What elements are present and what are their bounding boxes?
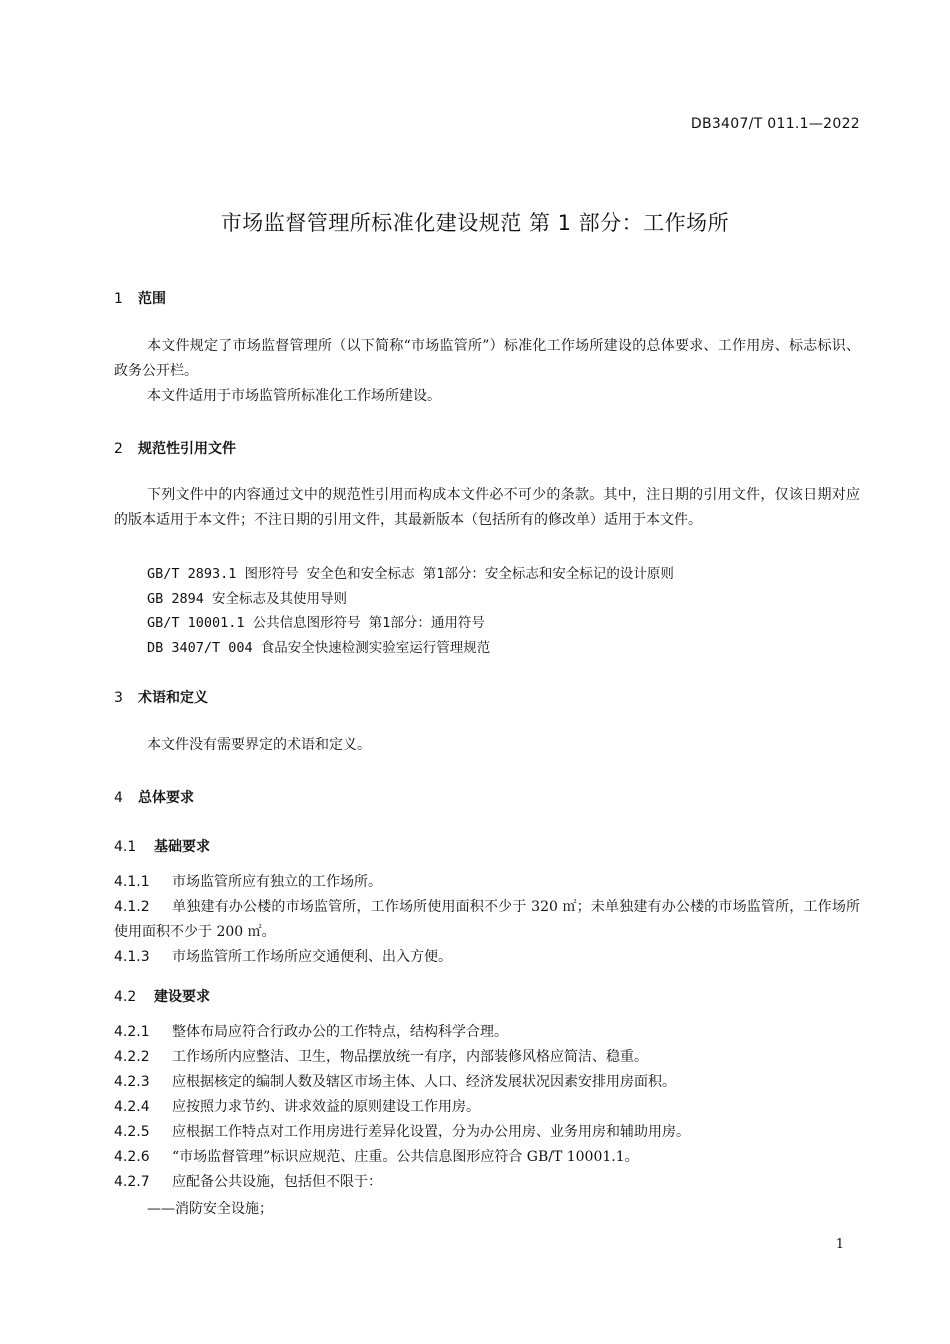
section-number: 3: [114, 690, 123, 706]
reference-item: GB/T 2893.1 图形符号 安全色和安全标志 第1部分：安全标志和安全标记的设计原则: [147, 566, 674, 582]
clause-text: 市场监管所应有独立的工作场所。: [172, 874, 382, 890]
clause-number: 4.2.6: [114, 1149, 150, 1165]
clause: [114, 1020, 860, 1045]
clause: [114, 1145, 860, 1170]
section-title: 总体要求: [138, 790, 194, 806]
clause-number: 4.2.7: [114, 1174, 150, 1190]
clause-number: 4.1.2: [114, 899, 150, 915]
clause-number: 4.2.3: [114, 1074, 150, 1090]
paragraph: 下列文件中的内容通过文中的规范性引用而构成本文件必不可少的条款。其中，注日期的引用文件，仅该日期对应的版本适用于本文件；不注日期的引用文件，其最新版本（包括所有的修改单）适用于本文件。: [114, 487, 860, 528]
subsection-number: 4.1: [114, 839, 137, 855]
section-heading-general-requirements: [114, 787, 194, 807]
paragraph: 本文件适用于市场监管所标准化工作场所建设。: [147, 388, 441, 404]
subsection-title: 建设要求: [154, 989, 210, 1005]
section-heading-scope: [114, 288, 166, 308]
section-title: 术语和定义: [138, 690, 208, 706]
reference-item: GB/T 10001.1 公共信息图形符号 第1部分：通用符号: [147, 615, 485, 631]
subsection-number: 4.2: [114, 989, 137, 1005]
clause-number: 4.2.2: [114, 1049, 150, 1065]
page-number: 1: [835, 1237, 844, 1252]
paragraph: 本文件没有需要界定的术语和定义。: [147, 737, 371, 753]
clause-text: 工作场所内应整洁、卫生，物品摆放统一有序，内部装修风格应简洁、稳重。: [172, 1049, 648, 1065]
clause-text: 应根据核定的编制人数及辖区市场主体、人口、经济发展状况因素安排用房面积。: [172, 1074, 676, 1090]
clause-number: 4.1.1: [114, 874, 150, 890]
section-number: 4: [114, 790, 123, 806]
clause: [114, 1070, 860, 1095]
list-item: ——消防安全设施；: [147, 1201, 273, 1217]
section-title: 规范性引用文件: [138, 441, 236, 457]
clause: [114, 1120, 860, 1145]
document-id: DB3407/T 011.1—2022: [690, 116, 860, 132]
section-heading-normative-references: [114, 438, 236, 458]
clause-text: 单独建有办公楼的市场监管所，工作场所使用面积不少于 320 ㎡；未单独建有办公楼的市场监管所，工作场所使用面积不少于 200 ㎡。: [114, 899, 860, 940]
section-title: 范围: [138, 291, 166, 307]
clause-text: 应配备公共设施，包括但不限于：: [172, 1174, 382, 1190]
section-number: 2: [114, 441, 123, 457]
clause-text: 市场监管所工作场所应交通便利、出入方便。: [172, 949, 452, 965]
clause-text: “市场监督管理”标识应规范、庄重。公共信息图形应符合 GB/T 10001.1。: [172, 1149, 639, 1165]
reference-item: DB 3407/T 004 食品安全快速检测实验室运行管理规范: [147, 640, 491, 656]
subsection-heading-construction-requirements: [114, 986, 210, 1006]
paragraph: 本文件规定了市场监督管理所（以下简称“市场监管所”）标准化工作场所建设的总体要求、工作用房、标志标识、政务公开栏。: [114, 338, 860, 379]
subsection-heading-basic-requirements: [114, 836, 210, 856]
clause-text: 应按照力求节约、讲求效益的原则建设工作用房。: [172, 1099, 480, 1115]
clause-number: 4.2.5: [114, 1124, 150, 1140]
clause-text: 整体布局应符合行政办公的工作特点，结构科学合理。: [172, 1024, 508, 1040]
clause: [114, 1095, 860, 1120]
clause: [114, 1170, 860, 1195]
clause-number: 4.2.1: [114, 1024, 150, 1040]
clause-number: 4.1.3: [114, 949, 150, 965]
clause: [114, 895, 860, 945]
reference-item: GB 2894 安全标志及其使用导则: [147, 591, 348, 607]
section-number: 1: [114, 291, 123, 307]
clause: [114, 945, 860, 970]
clause: [114, 870, 860, 895]
clause-text: 应根据工作特点对工作用房进行差异化设置，分为办公用房、业务用房和辅助用房。: [172, 1124, 690, 1140]
section-heading-terms: [114, 687, 208, 707]
subsection-title: 基础要求: [154, 839, 210, 855]
clause: [114, 1045, 860, 1070]
clause-number: 4.2.4: [114, 1099, 150, 1115]
document-title: 市场监督管理所标准化建设规范 第 1 部分：工作场所: [220, 211, 730, 235]
